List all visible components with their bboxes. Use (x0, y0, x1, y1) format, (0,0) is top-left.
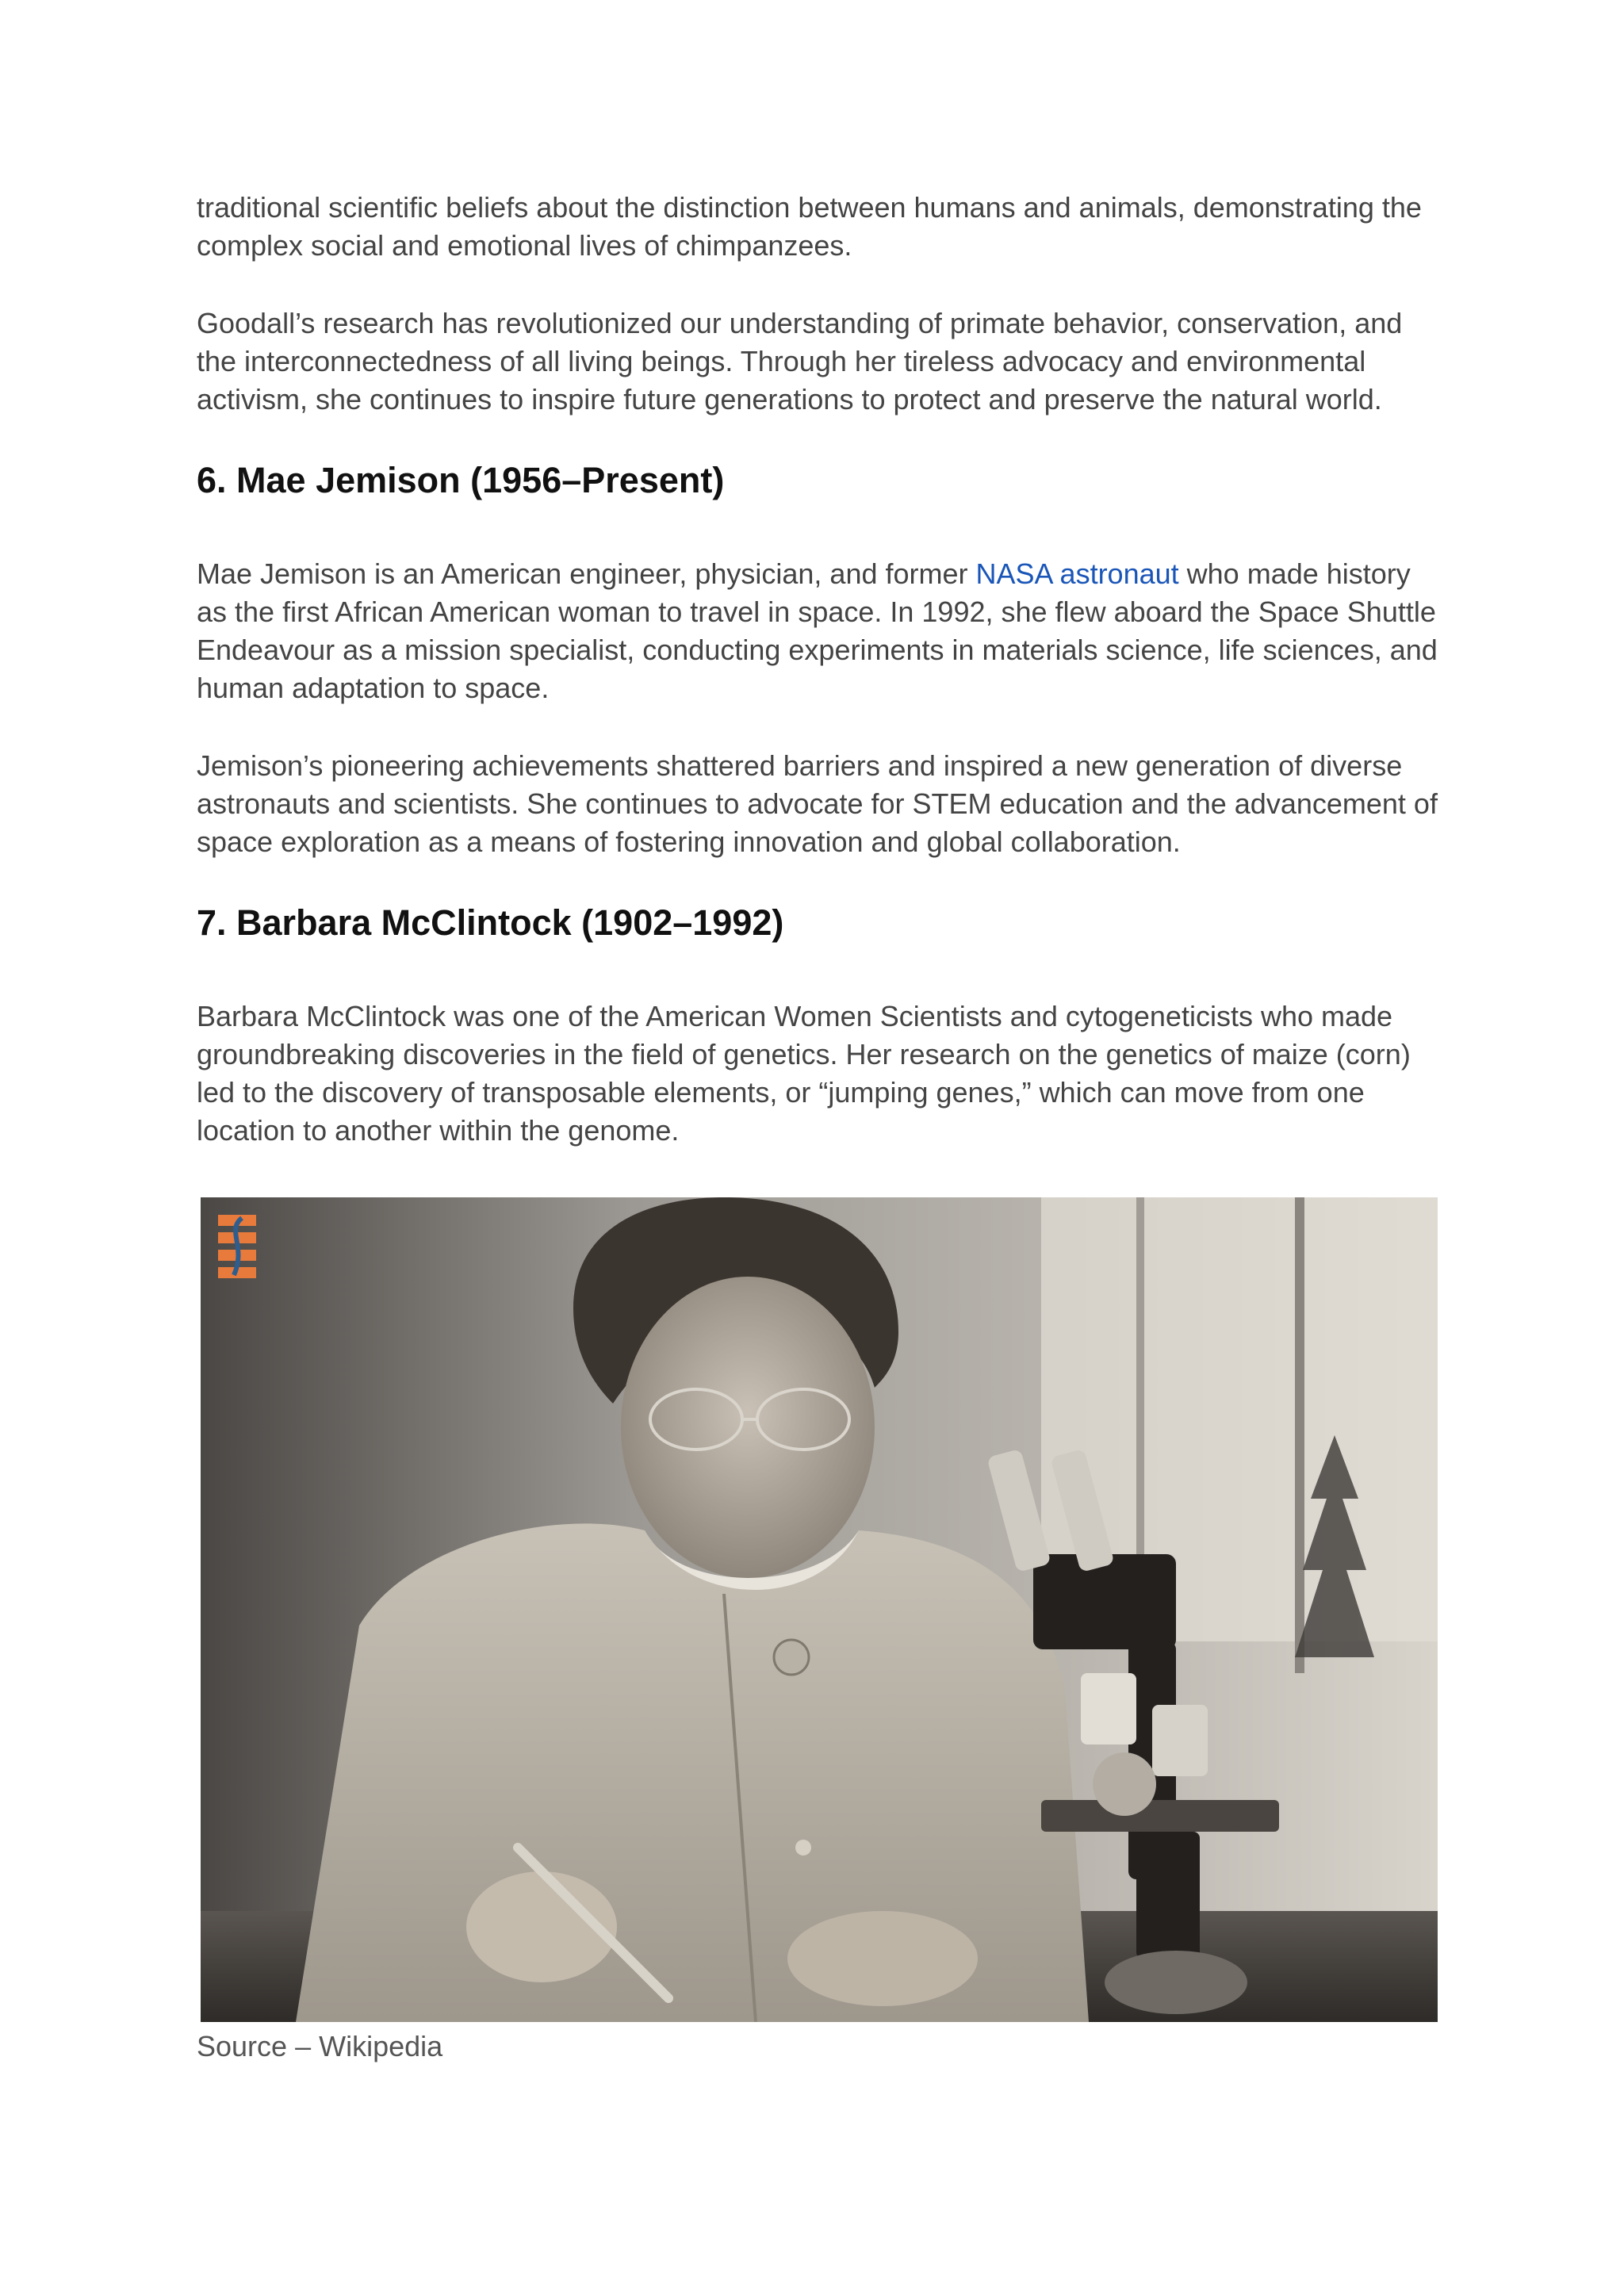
nasa-astronaut-link[interactable]: NASA astronaut (975, 557, 1179, 590)
photo-caption: Source – Wikipedia (197, 2030, 443, 2062)
heading-mae-jemison: 6. Mae Jemison (1956–Present) (197, 460, 725, 500)
mae-intro-text-start: Mae Jemison is an American engineer, physician, and former (197, 557, 976, 590)
paragraph-barbara-mcclintock-intro: Barbara McClintock was one of the American Women Scientists and cytogeneticists who made groundbreaking discoveries in the field of genetics. Her research on the genetics of maize (corn) led to the discovery of transposable elements, or “jumping genes,” which can move from one location to another within the genome. (197, 1000, 1411, 1147)
article-content (197, 189, 1442, 2065)
paragraph-goodall-continued: traditional scientific beliefs about the distinction between humans and animals, demonstrating the complex social and emotional lives of chimpanzees. (197, 191, 1422, 262)
heading-barbara-mcclintock: 7. Barbara McClintock (1902–1992) (197, 902, 784, 943)
paragraph-mae-jemison-intro (197, 555, 1442, 707)
paragraph-goodall-legacy: Goodall’s research has revolutionized our understanding of primate behavior, conservation, and the interconnectedness of all living beings. Through her tireless advocacy and environmental activism, she continues to inspire future generations to protect and preserve the natural world. (197, 307, 1403, 416)
mae-intro-text-end: who made history as the first African American woman to travel in space. In 1992, she flew aboard the Space Shuttle Endeavour as a mission specialist, conducting experiments in materials science, life sciences, and human adaptation to space. (197, 557, 1438, 704)
paragraph-mae-jemison-legacy: Jemison’s pioneering achievements shattered barriers and inspired a new generation of diverse astronauts and scientists. She continues to advocate for STEM education and the advancement of space exploration as a means of fostering innovation and global collaboration. (197, 749, 1438, 858)
barbara-mcclintock-photo (201, 1197, 1438, 2022)
watermark-logo-icon (218, 1215, 256, 1278)
